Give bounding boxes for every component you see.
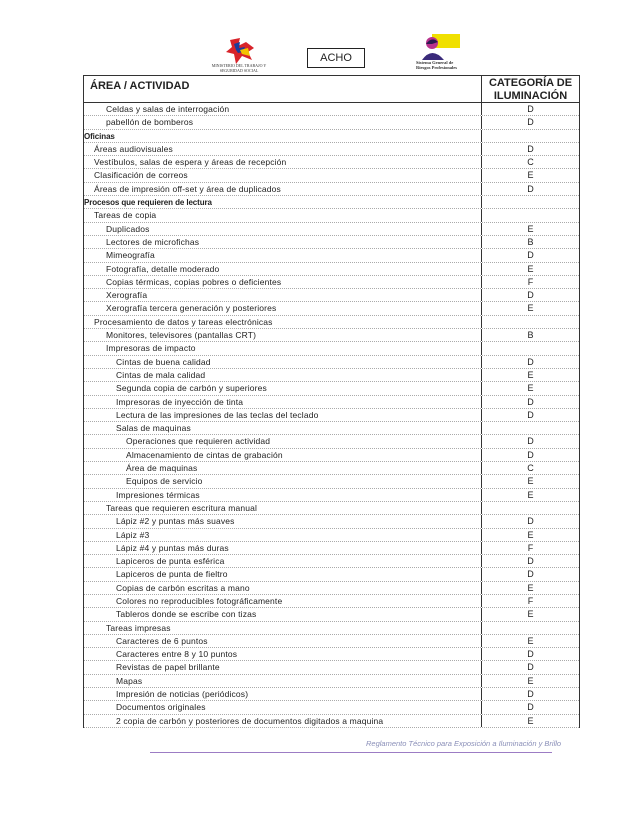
table-row (84, 316, 579, 329)
activity-label: Área de maquinas (84, 462, 482, 474)
category-value (482, 130, 579, 142)
activity-label: Impresoras de impacto (84, 342, 482, 354)
category-value: D (527, 183, 534, 194)
table-row (84, 435, 579, 448)
table-row (84, 661, 579, 674)
table-row (84, 169, 579, 182)
activity-label: Caracteres entre 8 y 10 puntos (84, 648, 482, 660)
category-value: F (527, 595, 534, 606)
column-header-category: CATEGORÍA DE ILUMINACIÓN (488, 77, 573, 102)
activity-label: Lapiceros de punta de fieltro (84, 568, 482, 580)
table-row (84, 409, 579, 422)
category-value: D (527, 409, 534, 420)
category-value: D (527, 117, 534, 128)
activity-label: Lápiz #3 (84, 529, 482, 541)
table-row (84, 156, 579, 169)
activity-label: Monitores, televisores (pantallas CRT) (84, 329, 482, 341)
activity-label: Mapas (84, 675, 482, 687)
table-row (84, 648, 579, 661)
category-value: E (527, 170, 534, 181)
activity-label: Impresiones térmicas (84, 489, 482, 501)
activity-label: Documentos originales (84, 701, 482, 713)
acho-label: ACHO (307, 48, 365, 68)
category-value (482, 316, 579, 328)
activity-label: pabellón de bomberos (84, 116, 482, 128)
category-value (482, 502, 579, 514)
footer-rule (150, 752, 552, 753)
table-row (84, 529, 579, 542)
activity-label: Lápiz #2 y puntas más suaves (84, 515, 482, 527)
category-value: D (527, 689, 534, 700)
activity-label: Almacenamiento de cintas de grabación (84, 449, 482, 461)
section-row (84, 130, 579, 143)
activity-label: Equipos de servicio (84, 475, 482, 487)
activity-label: Tareas de copia (84, 209, 482, 221)
page-header (0, 0, 638, 80)
table-row (84, 475, 579, 488)
table-row (84, 462, 579, 475)
table-row (84, 622, 579, 635)
category-value: B (527, 330, 534, 341)
category-value: E (527, 609, 534, 620)
table-row (84, 143, 579, 156)
table-row (84, 356, 579, 369)
activity-label: Tareas que requieren escritura manual (84, 502, 482, 514)
table-row (84, 276, 579, 289)
activity-label: Tableros donde se escribe con tizas (84, 608, 482, 620)
table-row (84, 515, 579, 528)
category-value: E (527, 582, 534, 593)
category-value: E (527, 383, 534, 394)
category-value: D (527, 702, 534, 713)
category-value: D (527, 649, 534, 660)
table-row (84, 396, 579, 409)
table-header (84, 76, 579, 103)
activity-label: Lectores de microfichas (84, 236, 482, 248)
activity-label: 2 copia de carbón y posteriores de documentos digitados a maquina (84, 715, 482, 727)
category-value: E (527, 529, 534, 540)
table-row (84, 675, 579, 688)
activity-label: Áreas audiovisuales (84, 143, 482, 155)
activity-label: Xerografía tercera generación y posteriores (84, 302, 482, 314)
activity-label: Lectura de las impresiones de las teclas del teclado (84, 409, 482, 421)
activity-label: Duplicados (84, 223, 482, 235)
activity-label: Tareas impresas (84, 622, 482, 634)
risk-system-logo (414, 34, 466, 80)
category-value: D (527, 569, 534, 580)
table-row (84, 263, 579, 276)
activity-label: Mimeografía (84, 249, 482, 261)
table-row (84, 502, 579, 515)
table-row (84, 249, 579, 262)
table-row (84, 223, 579, 236)
category-value: F (527, 542, 534, 553)
table-row (84, 103, 579, 116)
category-value (482, 422, 579, 434)
category-value: E (527, 223, 534, 234)
table-row (84, 635, 579, 648)
table-row (84, 688, 579, 701)
category-value: E (527, 675, 534, 686)
risk-system-emblem-icon (416, 34, 462, 60)
table-row (84, 329, 579, 342)
table-row (84, 715, 579, 728)
section-row (84, 196, 579, 209)
table-row (84, 568, 579, 581)
table-row (84, 489, 579, 502)
table-row (84, 369, 579, 382)
category-value: D (527, 449, 534, 460)
activity-label: Vestíbulos, salas de espera y áreas de recepción (84, 156, 482, 168)
activity-label: Xerografía (84, 289, 482, 301)
activity-label: Áreas de impresión off-set y área de duplicados (84, 183, 482, 195)
activity-label: Impresión de noticias (periódicos) (84, 688, 482, 700)
category-value: D (527, 662, 534, 673)
activity-label: Segunda copia de carbón y superiores (84, 382, 482, 394)
activity-label: Fotografía, detalle moderado (84, 263, 482, 275)
illumination-table (83, 75, 580, 728)
table-row (84, 595, 579, 608)
activity-label: Impresoras de inyección de tinta (84, 396, 482, 408)
category-value: E (527, 303, 534, 314)
category-value: D (527, 356, 534, 367)
risk-system-name: Sistema General de Riesgos Profesionales (416, 60, 458, 70)
category-value (482, 622, 579, 634)
activity-label: Colores no reproducibles fotográficamente (84, 595, 482, 607)
category-value (482, 209, 579, 221)
footer-caption: Reglamento Técnico para Exposición a Iluminación y Brillo (366, 739, 562, 748)
category-value: E (527, 489, 534, 500)
column-header-area: ÁREA / ACTIVIDAD (84, 76, 482, 102)
table-row (84, 555, 579, 568)
category-value: E (527, 369, 534, 380)
category-value: E (527, 635, 534, 646)
category-value: D (527, 250, 534, 261)
category-value: E (527, 715, 534, 726)
category-value: D (527, 516, 534, 527)
activity-label: Caracteres de 6 puntos (84, 635, 482, 647)
table-row (84, 449, 579, 462)
category-value (482, 342, 579, 354)
category-value: D (527, 290, 534, 301)
table-row (84, 422, 579, 435)
activity-label: Procesamiento de datos y tareas electrónicas (84, 316, 482, 328)
category-value: C (527, 157, 534, 168)
activity-label: Procesos que requieren de lectura (84, 196, 482, 208)
ministry-name: MINISTERIO DEL TRABAJO Y SEGURIDAD SOCIAL (211, 63, 267, 73)
category-value: E (527, 263, 534, 274)
category-value: D (527, 396, 534, 407)
table-row (84, 183, 579, 196)
category-value: D (527, 143, 534, 154)
table-row (84, 582, 579, 595)
activity-label: Revistas de papel brillante (84, 661, 482, 673)
ministry-emblem-icon (226, 38, 256, 64)
category-value: C (527, 463, 534, 474)
table-row (84, 542, 579, 555)
category-value: E (527, 476, 534, 487)
category-value: F (527, 276, 534, 287)
table-row (84, 116, 579, 129)
activity-label: Celdas y salas de interrogación (84, 103, 482, 115)
activity-label: Lapiceros de punta esférica (84, 555, 482, 567)
activity-label: Cintas de mala calidad (84, 369, 482, 381)
table-row (84, 608, 579, 621)
category-value: D (527, 556, 534, 567)
activity-label: Clasificación de correos (84, 169, 482, 181)
activity-label: Copias de carbón escritas a mano (84, 582, 482, 594)
ministry-logo (208, 38, 270, 78)
table-row (84, 209, 579, 222)
activity-label: Cintas de buena calidad (84, 356, 482, 368)
category-value (482, 196, 579, 208)
category-value: D (527, 436, 534, 447)
activity-label: Operaciones que requieren actividad (84, 435, 482, 447)
activity-label: Salas de maquinas (84, 422, 482, 434)
activity-label: Copias térmicas, copias pobres o deficientes (84, 276, 482, 288)
table-body (84, 103, 579, 728)
table-row (84, 342, 579, 355)
activity-label: Lápiz #4 y puntas más duras (84, 542, 482, 554)
category-value: B (527, 236, 534, 247)
table-row (84, 289, 579, 302)
table-row (84, 701, 579, 714)
table-row (84, 302, 579, 315)
category-value: D (527, 104, 534, 114)
table-row (84, 236, 579, 249)
activity-label: Oficinas (84, 130, 482, 142)
table-row (84, 382, 579, 395)
